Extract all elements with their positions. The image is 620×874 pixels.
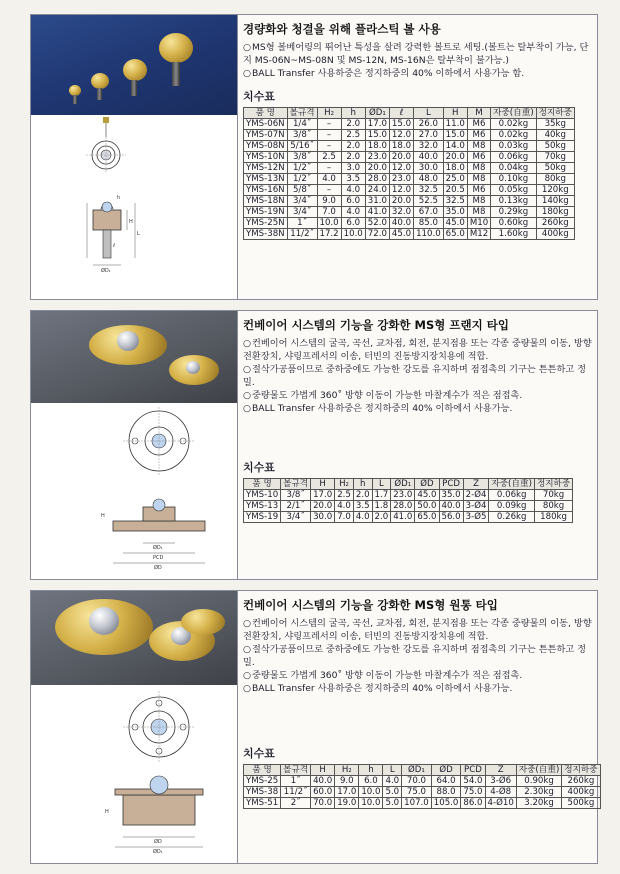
table-cell: 3.5	[341, 174, 365, 185]
table-cell: 500kg	[562, 798, 600, 809]
table-cell: YMS-12N	[244, 163, 288, 174]
table-cell: 2.0	[353, 490, 372, 501]
table-cell: 50kg	[536, 163, 574, 174]
bullet-item: ○MS형 볼베어링의 뛰어난 특성을 살려 강력한 볼트로 세팅.(볼트는 탈부착이 가능, 단지 MS-06N~MS-08N 및 MS-12N, MS-16N은 탈부착이 불가능.)	[243, 42, 589, 66]
bullet-item: ○BALL Transfer 사용하중은 정지하중의 40% 이하에서 사용가능 함.	[243, 68, 525, 79]
table-cell: YMS-38	[244, 787, 281, 798]
table-cell: 52.0	[365, 218, 389, 229]
spec-table	[243, 478, 573, 523]
table-cell: 0.02kg	[491, 130, 537, 141]
table-cell: 3-Ø4	[463, 501, 489, 512]
table-cell: –	[317, 119, 341, 130]
table-cell: 10.0	[341, 229, 365, 240]
table-cell: 400kg	[562, 787, 600, 798]
table-row	[244, 501, 573, 512]
table-cell: 18.0	[389, 141, 413, 152]
table-cell: 64.0	[431, 776, 461, 787]
table-cell: 12.0	[389, 185, 413, 196]
table-cell: 5/16˝	[287, 141, 317, 152]
table-cell: 2-Ø4	[463, 490, 489, 501]
table-cell: 140kg	[536, 196, 574, 207]
table-cell: 3/4˝	[287, 207, 317, 218]
section-stud-type	[30, 14, 598, 300]
table-cell: 0.60kg	[491, 218, 537, 229]
table-cell: 45.0	[389, 229, 413, 240]
svg-text:H: H	[101, 513, 105, 519]
table-cell: M8	[467, 163, 490, 174]
table-cell: 260kg	[536, 218, 574, 229]
svg-text:H: H	[129, 219, 133, 225]
table-cell: 11/2˝	[281, 787, 311, 798]
table-cell: 20.0	[365, 163, 389, 174]
table-cell: 10.0	[317, 218, 341, 229]
section-title: 경량화와 청결을 위해 플라스틱 볼 사용	[243, 22, 441, 36]
table-cell: M8	[467, 174, 490, 185]
table-cell: 2.0	[341, 141, 365, 152]
table-cell: 2.0	[341, 152, 365, 163]
table-cell: 32.0	[414, 141, 444, 152]
table-cell: 260kg	[562, 776, 600, 787]
table-cell: 3/4˝	[287, 196, 317, 207]
table-cell: 54.0	[461, 776, 485, 787]
table-cell: 0.29kg	[491, 207, 537, 218]
section-image-column	[31, 591, 238, 863]
table-cell: 4.0	[353, 512, 372, 523]
svg-text:ØD: ØD	[154, 839, 162, 845]
table-cell: 35.0	[443, 207, 467, 218]
table-cell: 5.0	[383, 798, 402, 809]
table-cell: 15.0	[443, 130, 467, 141]
table-cell: 18.0	[365, 141, 389, 152]
table-cell: 20.0	[311, 501, 335, 512]
table-row	[244, 130, 575, 141]
table-cell: 4.0	[317, 174, 341, 185]
table-cell: 0.09kg	[489, 501, 535, 512]
table-cell: 10.0	[359, 798, 383, 809]
table-cell: 80kg	[534, 501, 572, 512]
table-cell: 0.06kg	[491, 152, 537, 163]
section-title: 컨베이어 시스템의 기능을 강화한 MS형 프랜지 타입	[243, 318, 509, 332]
table-cell: 40.0	[389, 218, 413, 229]
table-cell: 28.0	[391, 501, 415, 512]
table-cell: 32.5	[443, 196, 467, 207]
table-cell: –	[317, 185, 341, 196]
svg-text:ℓ: ℓ	[113, 243, 116, 249]
table-cell: YMS-13	[244, 501, 281, 512]
table-row	[244, 163, 575, 174]
svg-text:ØD₁: ØD₁	[153, 545, 163, 551]
table-row	[244, 174, 575, 185]
table-cell: M6	[467, 152, 490, 163]
table-cell: 65.0	[443, 229, 467, 240]
table-cell: 26.0	[414, 119, 444, 130]
table-cell: 2.0	[341, 119, 365, 130]
table-cell: 28.0	[365, 174, 389, 185]
table-title: 치수표	[243, 747, 275, 760]
svg-text:h: h	[117, 195, 121, 201]
table-cell: YMS-19N	[244, 207, 288, 218]
table-cell: 23.0	[391, 490, 415, 501]
table-cell: 85.0	[414, 218, 444, 229]
table-cell: M8	[467, 141, 490, 152]
table-cell: 23.0	[365, 152, 389, 163]
table-cell: 180kg	[534, 512, 572, 523]
table-cell: 2/1˝	[281, 501, 311, 512]
table-cell: 31.0	[365, 196, 389, 207]
table-cell: 0.03kg	[491, 141, 537, 152]
table-cell: YMS-13N	[244, 174, 288, 185]
table-cell: 3/8˝	[287, 130, 317, 141]
table-cell: 45.0	[443, 218, 467, 229]
bullet-item: ○중량물도 가볍게 360˚ 방향 이동이 가능한 마찰계수가 적은 점접촉.	[243, 670, 523, 681]
table-cell: 1˝	[287, 218, 317, 229]
svg-text:PCD: PCD	[153, 555, 164, 561]
table-cell: 70.0	[402, 776, 432, 787]
svg-text:ØD₁: ØD₁	[101, 268, 111, 274]
table-cell: 6.0	[341, 218, 365, 229]
bullet-item: ○컨베이어 시스템의 굴곡, 곡선, 교차점, 회전, 분지점용 또는 각종 중량물의 이동, 방향전환장치, 샤링프레서의 이송, 터빈의 진동방지장치용에 적합.	[243, 618, 592, 642]
table-cell: 3/8˝	[281, 490, 311, 501]
table-title: 치수표	[243, 90, 275, 103]
table-cell: M6	[467, 130, 490, 141]
table-cell: 3/8˝	[287, 152, 317, 163]
table-cell: 50.0	[415, 501, 439, 512]
table-cell: 40.0	[414, 152, 444, 163]
table-cell: YMS-18N	[244, 196, 288, 207]
table-row	[244, 229, 575, 240]
table-cell: 12.0	[389, 163, 413, 174]
table-row	[244, 798, 601, 809]
table-cell: 1˝	[281, 776, 311, 787]
table-cell: 2.5	[317, 152, 341, 163]
table-cell: YMS-19	[244, 512, 281, 523]
table-cell: 25.0	[443, 174, 467, 185]
svg-text:L: L	[137, 231, 140, 237]
table-cell: 4.0	[383, 776, 402, 787]
table-cell: YMS-10N	[244, 152, 288, 163]
table-cell: 2.30kg	[516, 787, 562, 798]
table-header-row: 품 명 볼규격 H₂ h ØD₁ ℓ L H M 자중(自重) 정지하중	[244, 108, 575, 119]
table-cell: 15.0	[389, 119, 413, 130]
table-cell: 105.0	[431, 798, 461, 809]
table-cell: 67.0	[414, 207, 444, 218]
table-cell: 35.0	[439, 490, 463, 501]
table-cell: 3.5	[353, 501, 372, 512]
table-header-row: 품 명 볼규격 H H₂ h L ØD₁ ØD PCD Z 자중(自重) 정지하중	[244, 479, 573, 490]
table-cell: 6.0	[359, 776, 383, 787]
table-row	[244, 196, 575, 207]
table-row	[244, 218, 575, 229]
svg-text:ØD₁: ØD₁	[153, 849, 163, 855]
table-cell: 56.0	[439, 512, 463, 523]
table-cell: 2.5	[341, 130, 365, 141]
table-row	[244, 185, 575, 196]
bullet-item: ○중량물도 가볍게 360˚ 방향 이동이 가능한 마찰계수가 적은 점접촉.	[243, 390, 523, 401]
table-cell: YMS-06N	[244, 119, 288, 130]
table-cell: 0.90kg	[516, 776, 562, 787]
table-cell: 11.0	[443, 119, 467, 130]
table-cell: –	[317, 130, 341, 141]
section-title: 컨베이어 시스템의 기능을 강화한 MS형 원통 타입	[243, 598, 498, 612]
table-cell: M6	[467, 119, 490, 130]
section-text-column	[243, 591, 598, 809]
table-cell: 20.5	[443, 185, 467, 196]
section-image-column	[31, 15, 238, 299]
technical-drawing	[31, 403, 237, 579]
table-cell: 3-Ø5	[463, 512, 489, 523]
table-cell: 70kg	[534, 490, 572, 501]
table-cell: –	[317, 141, 341, 152]
table-cell: 23.0	[389, 174, 413, 185]
table-cell: 6.0	[341, 196, 365, 207]
table-cell: 32.5	[414, 185, 444, 196]
table-cell: YMS-25	[244, 776, 281, 787]
table-cell: 2.0	[372, 512, 391, 523]
table-cell: 17.0	[311, 490, 335, 501]
section-text-column	[243, 15, 593, 240]
table-cell: 30.0	[311, 512, 335, 523]
table-cell: 7.0	[335, 512, 354, 523]
table-cell: 88.0	[431, 787, 461, 798]
table-cell: 70kg	[536, 152, 574, 163]
table-cell: 24.0	[365, 185, 389, 196]
table-cell: 60.0	[311, 787, 335, 798]
table-row	[244, 787, 601, 798]
table-cell: 0.26kg	[489, 512, 535, 523]
bullet-item: ○컨베이어 시스템의 굴곡, 곡선, 교차점, 회전, 분지점용 또는 각종 중량물의 이동, 방향전환장치, 샤링프레서의 이송, 터빈의 진동방지장치용에 적합.	[243, 338, 592, 362]
table-cell: 11/2˝	[287, 229, 317, 240]
table-cell: 4-Ø8	[485, 787, 516, 798]
section-flange-type	[30, 310, 598, 580]
table-row	[244, 512, 573, 523]
table-cell: M6	[467, 185, 490, 196]
table-cell: 15.0	[365, 130, 389, 141]
table-cell: 9.0	[317, 196, 341, 207]
svg-text:H: H	[105, 809, 109, 815]
table-cell: 5/8˝	[287, 185, 317, 196]
table-cell: 4.0	[335, 501, 354, 512]
table-cell: 7.0	[317, 207, 341, 218]
table-cell: YMS-38N	[244, 229, 288, 240]
table-cell: 20.0	[443, 152, 467, 163]
table-cell: 4-Ø10	[485, 798, 516, 809]
table-cell: 35kg	[536, 119, 574, 130]
table-cell: –	[317, 163, 341, 174]
table-cell: 3-Ø6	[485, 776, 516, 787]
table-cell: 17.0	[365, 119, 389, 130]
table-cell: 40.0	[311, 776, 335, 787]
table-cell: 0.05kg	[491, 185, 537, 196]
table-cell: M8	[467, 196, 490, 207]
table-cell: 12.0	[389, 130, 413, 141]
table-cell: 0.04kg	[491, 163, 537, 174]
table-cell: 3.0	[341, 163, 365, 174]
table-cell: 17.0	[335, 787, 359, 798]
table-cell: 120kg	[536, 185, 574, 196]
table-cell: 1.7	[372, 490, 391, 501]
table-cell: YMS-25N	[244, 218, 288, 229]
spec-table	[243, 107, 575, 240]
table-cell: 40.0	[439, 501, 463, 512]
table-cell: 0.13kg	[491, 196, 537, 207]
table-cell: 75.0	[461, 787, 485, 798]
table-cell: M8	[467, 207, 490, 218]
table-row	[244, 152, 575, 163]
table-row	[244, 207, 575, 218]
table-cell: 400kg	[536, 229, 574, 240]
table-cell: 75.0	[402, 787, 432, 798]
table-cell: 1/2˝	[287, 163, 317, 174]
section-image-column	[31, 311, 238, 579]
technical-drawing	[31, 115, 237, 299]
table-cell: 45.0	[415, 490, 439, 501]
table-cell: 14.0	[443, 141, 467, 152]
table-cell: 41.0	[365, 207, 389, 218]
table-cell: 110.0	[414, 229, 444, 240]
table-cell: 19.0	[335, 798, 359, 809]
table-cell: 30.0	[414, 163, 444, 174]
table-cell: 70.0	[311, 798, 335, 809]
table-row	[244, 490, 573, 501]
table-cell: 27.0	[414, 130, 444, 141]
table-cell: 52.5	[414, 196, 444, 207]
table-cell: 48.0	[414, 174, 444, 185]
product-photo	[31, 311, 237, 403]
table-cell: 2.5	[335, 490, 354, 501]
bullet-item: ○절삭가공품이므로 중하중에도 가능한 강도를 유지하며 점접촉의 기구는 튼튼하고 정밀.	[243, 364, 586, 388]
table-cell: YMS-16N	[244, 185, 288, 196]
table-cell: 0.06kg	[489, 490, 535, 501]
table-cell: 4.0	[341, 185, 365, 196]
table-cell: 1/2˝	[287, 174, 317, 185]
table-cell: 0.10kg	[491, 174, 537, 185]
bullet-item: ○BALL Transfer 사용하중은 정지하중의 40% 이하에서 사용가능.	[243, 683, 513, 694]
table-cell: 4.0	[341, 207, 365, 218]
table-cell: 0.02kg	[491, 119, 537, 130]
bullet-item: ○절삭가공품이므로 중하중에도 가능한 강도를 유지하며 점접촉의 기구는 튼튼하고 정밀.	[243, 644, 586, 668]
spec-table	[243, 764, 601, 809]
table-cell: 1/4˝	[287, 119, 317, 130]
table-cell: 107.0	[402, 798, 432, 809]
svg-text:ØD: ØD	[154, 565, 162, 571]
table-cell: YMS-10	[244, 490, 281, 501]
table-cell: 17.2	[317, 229, 341, 240]
table-cell: 72.0	[365, 229, 389, 240]
table-cell: 5.0	[383, 787, 402, 798]
table-cell: YMS-07N	[244, 130, 288, 141]
section-cylinder-type	[30, 590, 598, 864]
table-cell: 3/4˝	[281, 512, 311, 523]
table-cell: 20.0	[389, 152, 413, 163]
table-row	[244, 141, 575, 152]
table-cell: 2˝	[281, 798, 311, 809]
table-cell: 3.20kg	[516, 798, 562, 809]
table-cell: YMS-08N	[244, 141, 288, 152]
table-cell: 10.0	[359, 787, 383, 798]
table-cell: 9.0	[335, 776, 359, 787]
table-cell: 86.0	[461, 798, 485, 809]
table-cell: 50kg	[536, 141, 574, 152]
table-cell: 41.0	[391, 512, 415, 523]
section-text-column	[243, 311, 593, 523]
table-cell: YMS-51	[244, 798, 281, 809]
table-cell: 20.0	[389, 196, 413, 207]
table-cell: 65.0	[415, 512, 439, 523]
product-photo	[31, 15, 237, 115]
table-cell: 180kg	[536, 207, 574, 218]
table-row	[244, 776, 601, 787]
table-cell: 80kg	[536, 174, 574, 185]
table-header-row: 품 명 볼규격 H H₂ h L ØD₁ ØD PCD Z 자중(自重) 정지하중	[244, 765, 601, 776]
table-cell: M12	[467, 229, 490, 240]
table-cell: 32.0	[389, 207, 413, 218]
table-cell: M10	[467, 218, 490, 229]
table-cell: 40kg	[536, 130, 574, 141]
table-cell: 1.60kg	[491, 229, 537, 240]
table-row	[244, 119, 575, 130]
technical-drawing	[31, 685, 237, 863]
table-cell: 1.8	[372, 501, 391, 512]
product-photo	[31, 591, 237, 685]
bullet-item: ○BALL Transfer 사용하중은 정지하중의 40% 이하에서 사용가능.	[243, 403, 513, 414]
table-title: 치수표	[243, 461, 275, 474]
table-cell: 18.0	[443, 163, 467, 174]
